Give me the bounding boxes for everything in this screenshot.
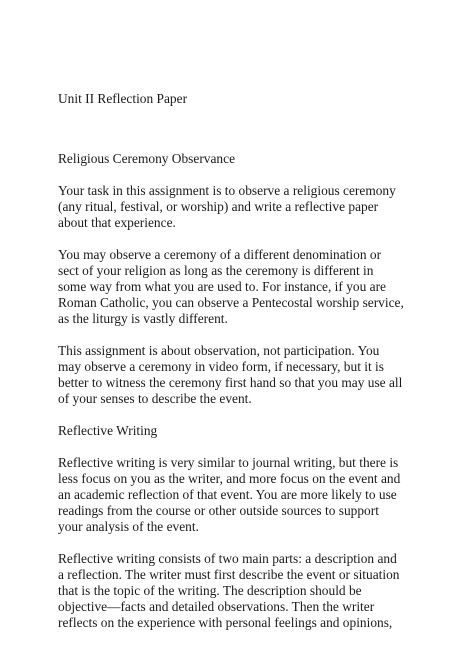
text-line: objective—facts and detailed observations. Then the writer bbox=[58, 599, 375, 614]
text-line: Roman Catholic, you can observe a Pentecostal worship service, bbox=[58, 295, 404, 310]
text-line: (any ritual, festival, or worship) and write a reflective paper bbox=[58, 199, 379, 214]
text-line: This assignment is about observation, not participation. You bbox=[58, 343, 380, 358]
text-line: that is the topic of the writing. The description should be bbox=[58, 583, 362, 598]
text-line: Reflective writing is very similar to journal writing, but there is bbox=[58, 455, 399, 470]
text-line: readings from the course or other outside sources to support bbox=[58, 503, 379, 518]
text-line: reflects on the experience with personal feelings and opinions, bbox=[58, 615, 393, 630]
document-title: Unit II Reflection Paper bbox=[58, 91, 188, 106]
text-line: may observe a ceremony in video form, if necessary, but it is bbox=[58, 359, 384, 374]
text-line: better to witness the ceremony first hand so that you may use all bbox=[58, 375, 403, 390]
text-line: your analysis of the event. bbox=[58, 519, 199, 534]
text-line: Your task in this assignment is to observe a religious ceremony bbox=[58, 183, 396, 198]
text-line: about that experience. bbox=[58, 215, 176, 230]
text-line: Reflective writing consists of two main parts: a description and bbox=[58, 551, 397, 566]
section-heading: Reflective Writing bbox=[58, 423, 158, 438]
text-line: of your senses to describe the event. bbox=[58, 391, 252, 406]
text-line: some way from what you are used to. For instance, if you are bbox=[58, 279, 386, 294]
text-line: as the liturgy is vastly different. bbox=[58, 311, 228, 326]
text-line: less focus on you as the writer, and more focus on the event and bbox=[58, 471, 401, 486]
text-line: sect of your religion as long as the ceremony is different in bbox=[58, 263, 374, 278]
text-line: an academic reflection of that event. You are more likely to use bbox=[58, 487, 397, 502]
document-subtitle: Religious Ceremony Observance bbox=[58, 151, 236, 166]
text-line: a reflection. The writer must first describe the event or situation bbox=[58, 567, 400, 582]
text-line: You may observe a ceremony of a different denomination or bbox=[58, 247, 382, 262]
